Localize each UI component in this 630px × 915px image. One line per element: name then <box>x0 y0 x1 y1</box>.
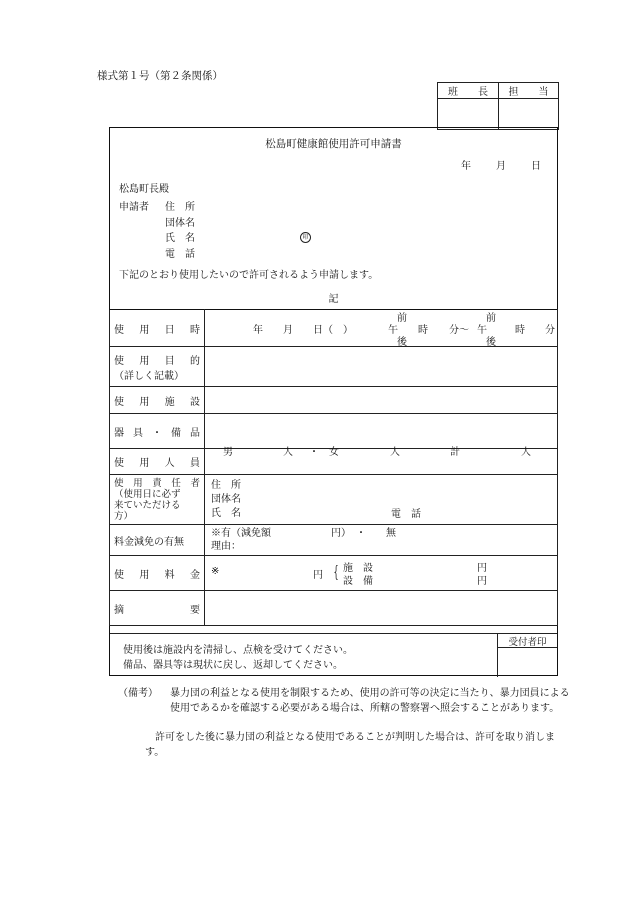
footnote-tag: （備考） <box>118 688 158 699</box>
application-date[interactable]: 年 月 日 <box>461 161 541 172</box>
facility-field[interactable] <box>205 387 558 414</box>
responsible-person-field[interactable]: 住 所 団体名 氏 名 電 話 <box>205 475 558 525</box>
receiver-seal-box[interactable] <box>497 634 557 677</box>
purpose-label: 使 用 目 的 （詳しく記載） <box>110 347 205 387</box>
note-return: 備品、器具等は現状に戻し、返却してください。 <box>123 660 343 671</box>
stamp-head-chief: 班 長 <box>438 83 499 99</box>
equipment-label: 器 具 ・ 備 品 <box>110 414 205 449</box>
approval-stamp-box <box>437 82 559 130</box>
receiver-seal-label: 受付者印 <box>498 634 557 648</box>
application-form <box>109 127 558 676</box>
footnote-para-2: 許可をした後に暴力団の利益となる使用であることが判明した場合は、許可を取り消します。 <box>145 732 555 758</box>
addressee: 松島町長殿 <box>119 184 169 195</box>
fee-reduction-label: 料金減免の有無 <box>110 525 205 556</box>
equipment-field[interactable] <box>205 414 558 449</box>
form-number: 様式第１号（第２条関係） <box>97 70 223 82</box>
remarks-field[interactable] <box>205 591 558 626</box>
note-cleaning: 使用後は施設内を清掃し、点検を受けてください。 <box>123 645 353 656</box>
ki-heading: 記 <box>328 294 339 305</box>
charge-label: 使 用 料 金 <box>110 556 205 591</box>
form-title: 松島町健康館使用許可申請書 <box>265 138 402 150</box>
request-statement: 下記のとおり使用したいので許可されるよう申請します。 <box>119 270 379 281</box>
date-field[interactable]: 年 月 日（ ） 前 午 後 時 分～ 前 午 後 時 分 <box>205 310 558 347</box>
stamp-head-staff: 担 当 <box>499 83 559 99</box>
responsible-person-label: 使 用 責 任 者 （使用日に必ず 来ていただける 方） <box>110 475 205 525</box>
applicant-name-label: 氏 名 <box>165 233 195 244</box>
stamp-cell-chief[interactable] <box>438 99 499 130</box>
purpose-field[interactable] <box>205 347 558 387</box>
facility-label: 使 用 施 設 <box>110 387 205 414</box>
applicant-label: 申請者 <box>119 202 149 213</box>
applicant-block <box>119 200 203 262</box>
applicant-address-label: 住 所 <box>165 202 195 213</box>
charge-field[interactable]: ※ 円 { 施 設 設 備 円 円 <box>205 556 558 591</box>
people-field[interactable]: 男 人 ・ 女 人 計 人 <box>205 449 558 475</box>
people-label: 使 用 人 員 <box>110 449 205 475</box>
details-table <box>109 309 558 626</box>
seal-mark-icon: 印 <box>300 232 311 243</box>
date-label: 使 用 日 時 <box>110 310 205 347</box>
remarks-label: 摘 要 <box>110 591 205 626</box>
usage-notes <box>110 633 557 677</box>
fee-reduction-field[interactable]: ※有（減免額 円） ・ 無 理由： <box>205 525 558 556</box>
applicant-phone-label: 電 話 <box>165 248 195 260</box>
stamp-cell-staff[interactable] <box>499 99 559 130</box>
applicant-group-label: 団体名 <box>165 217 195 229</box>
footnote-para-1: 暴力団の利益となる使用を制限するため、使用の許可等の決定に当たり、暴力団員による使用であるかを確認する必要がある場合は、所轄の警察署へ照会することがあります。 <box>170 688 570 714</box>
